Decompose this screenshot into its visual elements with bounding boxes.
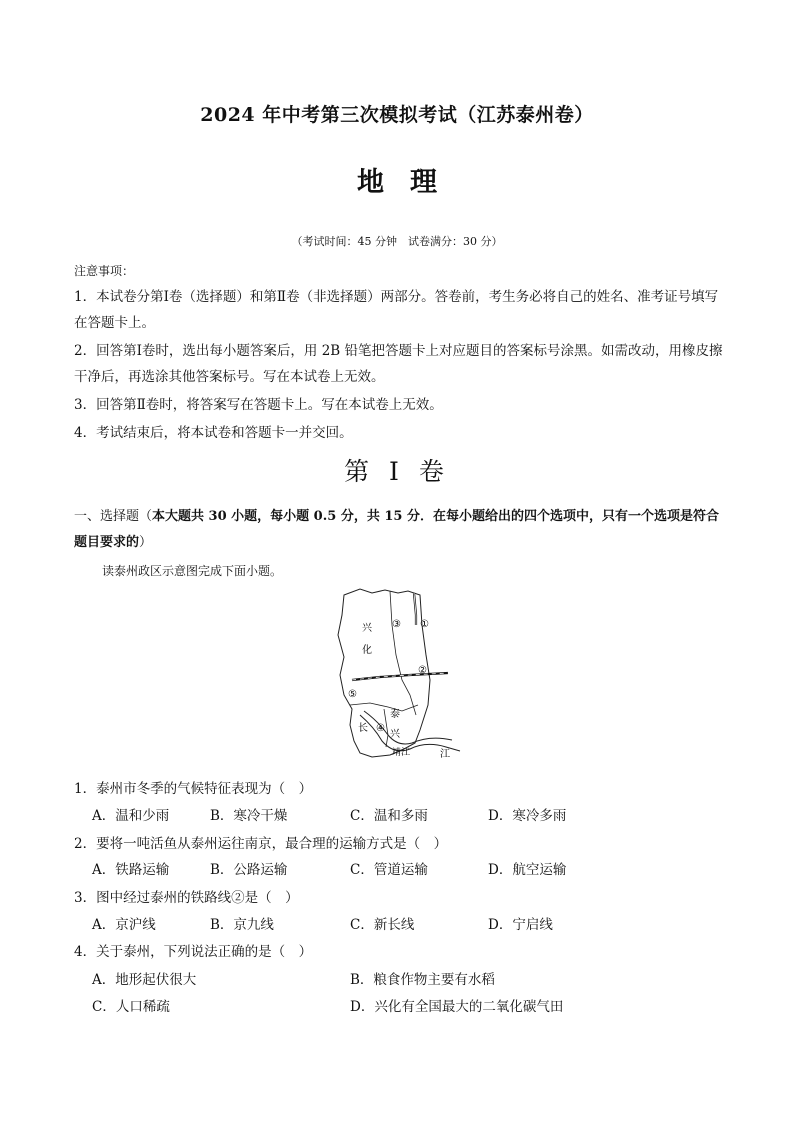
question-option: A．铁路运输: [92, 862, 170, 878]
exam-title: 2024 年中考第三次模拟考试（江苏泰州卷）: [200, 104, 594, 126]
question-option: B．京九线: [210, 917, 274, 933]
question-option: A．地形起伏很大: [92, 972, 197, 988]
section-prefix: 一、选择题（: [74, 509, 153, 524]
map-label: 长: [358, 723, 368, 734]
question-option: C．管道运输: [350, 862, 428, 878]
question-option: A．温和少雨: [92, 808, 170, 824]
county-boundary: [390, 591, 416, 715]
subject-title: 地理: [357, 167, 463, 198]
map-label: 泰: [390, 709, 400, 720]
volume-title: 第 I 卷: [344, 457, 450, 486]
question-stem: 1．泰州市冬季的气候特征表现为（ ）: [74, 781, 313, 797]
notice-item: 3．回答第Ⅱ卷时，将答案写在答题卡上。写在本试卷上无效。: [74, 397, 443, 413]
question-option: C．人口稀疏: [92, 999, 170, 1015]
question-option: C．新长线: [350, 917, 415, 933]
question-option: D．寒冷多雨: [488, 808, 567, 824]
map-label: ⑤: [348, 689, 357, 700]
map-label: ③: [392, 619, 401, 630]
question-stem: 4．关于泰州，下列说法正确的是（ ）: [74, 944, 313, 960]
map-label: ①: [420, 619, 429, 630]
section-bold: 本大题共 30 小题，每小题 0.5 分，共 15 分．在每小题给出的四个选项中，只有一个选项是符合题目要求的: [74, 509, 719, 550]
question-stem: 3．图中经过泰州的铁路线②是（ ）: [74, 890, 299, 906]
notice-heading: 注意事项：: [74, 264, 135, 278]
taizhou-map: [330, 585, 466, 770]
notice-item: 1．本试卷分第Ⅰ卷（选择题）和第Ⅱ卷（非选择题）两部分。答卷前，考生务必将自己的姓名、准考证号填写在答题卡上。: [74, 289, 719, 331]
question-option: D．航空运输: [488, 862, 567, 878]
question-option: B．寒冷干燥: [210, 808, 288, 824]
question-option: B．粮食作物主要有水稻: [350, 972, 495, 988]
notice-item: 4．考试结束后，将本试卷和答题卡一并交回。: [74, 425, 353, 441]
question-option: C．温和多雨: [350, 808, 428, 824]
question-option: A．京沪线: [92, 917, 156, 933]
map-label: ②: [418, 665, 427, 676]
map-instruction: 读泰州政区示意图完成下面小题。: [102, 564, 283, 578]
map-label: ④: [376, 723, 385, 734]
question-stem: 2．要将一吨活鱼从泰州运往南京，最合理的运输方式是（ ）: [74, 836, 448, 852]
question-option: B．公路运输: [210, 862, 288, 878]
section-heading: [74, 504, 724, 556]
map-label: 兴: [362, 623, 372, 634]
exam-info: （考试时间：45 分钟 试卷满分：30 分）: [291, 235, 503, 248]
question-option: D．宁启线: [488, 917, 553, 933]
map-label: 江: [440, 749, 450, 760]
map-label: 靖江: [392, 748, 411, 758]
question-option: D．兴化有全国最大的二氧化碳气田: [350, 999, 564, 1015]
map-label: 化: [362, 645, 372, 656]
section-suffix: ）: [139, 535, 153, 550]
map-label: 兴: [390, 729, 400, 740]
notice-item: 2．回答第Ⅰ卷时，选出每小题答案后，用 2B 铅笔把答题卡上对应题目的答案标号涂黑。如需改动，用橡皮擦干净后，再选涂其他答案标号。写在本试卷上无效。: [74, 343, 723, 385]
